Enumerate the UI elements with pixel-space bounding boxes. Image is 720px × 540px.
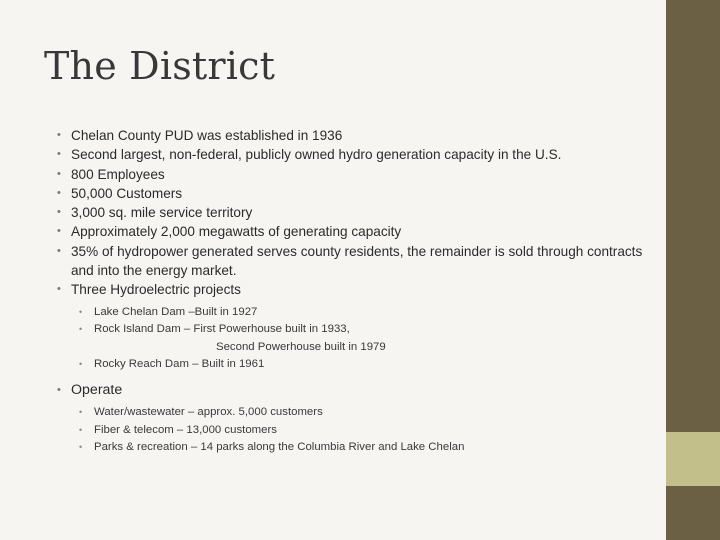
bullet-employees: • 800 Employees: [44, 165, 654, 184]
bullet-hydropower-share: • 35% of hydropower generated serves county residents, the remainder is sold through contracts and into the energy market.: [44, 242, 654, 281]
operate-sublist-container: [44, 404, 654, 457]
operate-water: • Water/wastewater – approx. 5,000 customers: [44, 404, 654, 422]
bullet-customers: • 50,000 Customers: [44, 184, 654, 203]
bullet-hydro-projects: • Three Hydroelectric projects: [44, 280, 654, 299]
project-lake-chelan: • Lake Chelan Dam –Built in 1927: [44, 304, 654, 322]
operate-parks: • Parks & recreation – 14 parks along the Columbia River and Lake Chelan: [44, 439, 654, 457]
bullet-established: • Chelan County PUD was established in 1936: [44, 126, 654, 145]
bullet-operate: • Operate: [44, 380, 654, 400]
operate-sublist: [44, 404, 654, 457]
operate-fiber: • Fiber & telecom – 13,000 customers: [44, 422, 654, 440]
bullet-capacity: • Approximately 2,000 megawatts of generating capacity: [44, 222, 654, 241]
project-rock-island-continued: Second Powerhouse built in 1979: [216, 340, 386, 353]
projects-sublist-container: [44, 304, 654, 374]
project-rock-island: • Rock Island Dam – First Powerhouse built in 1933,: [44, 321, 654, 339]
projects-sublist: [44, 304, 654, 374]
slide-title: The District: [44, 44, 276, 88]
bullet-second-largest: • Second largest, non-federal, publicly owned hydro generation capacity in the U.S.: [44, 145, 654, 164]
sidebar-accent-block: [666, 432, 720, 486]
bullet-list: [44, 126, 654, 463]
bullet-territory: • 3,000 sq. mile service territory: [44, 203, 654, 222]
project-rocky-reach: • Rocky Reach Dam – Built in 1961: [44, 356, 654, 374]
